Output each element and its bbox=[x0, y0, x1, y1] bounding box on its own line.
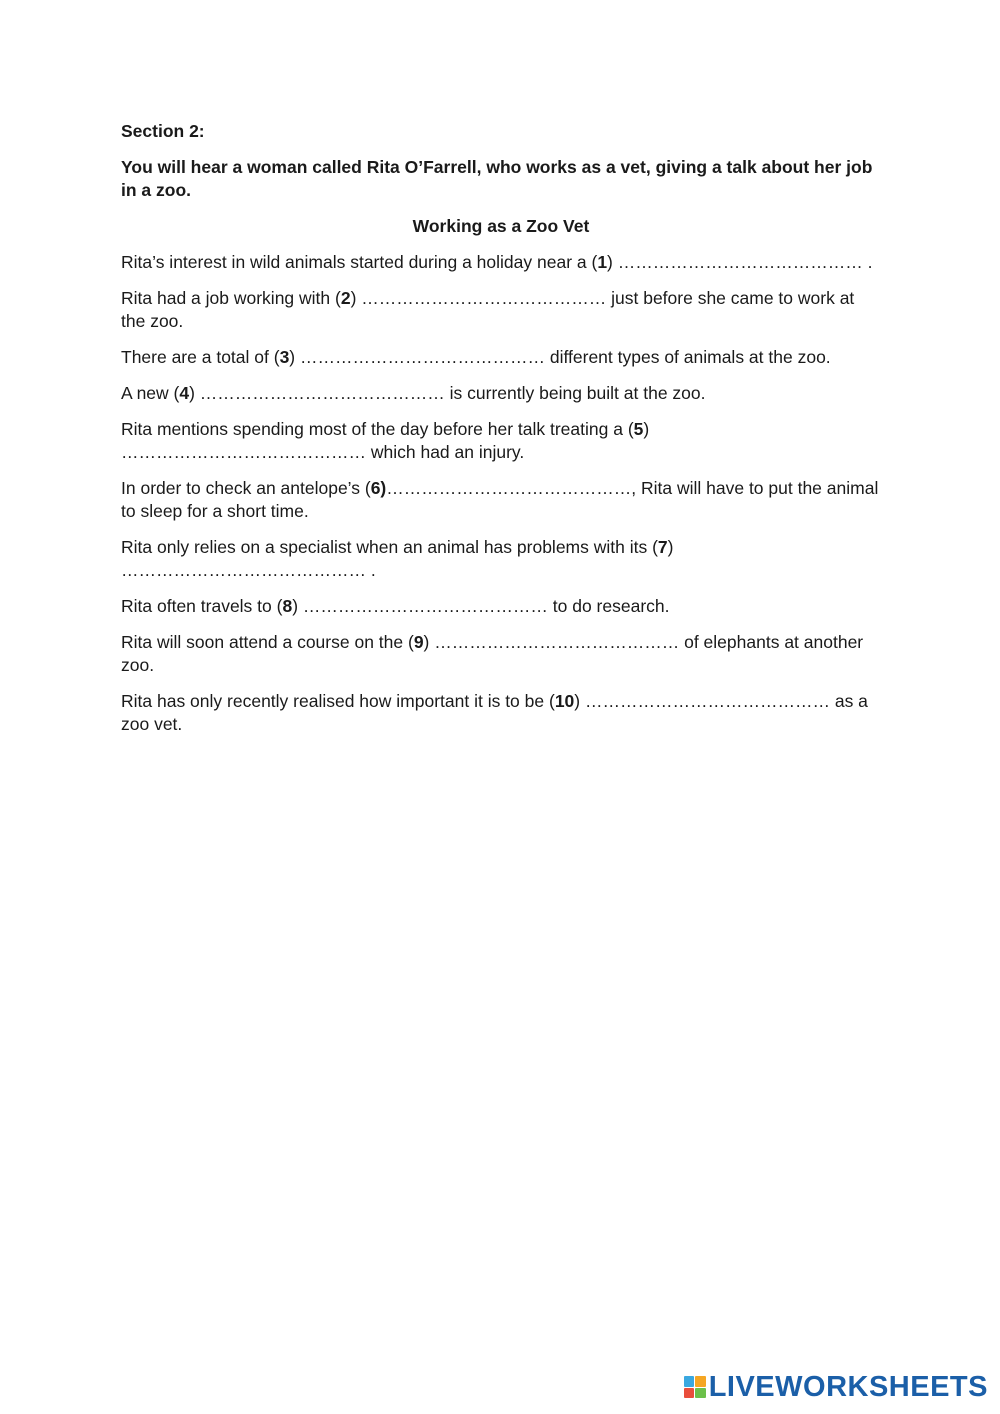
liveworksheets-logo bbox=[684, 1370, 988, 1404]
question-10 bbox=[121, 690, 881, 736]
question-3 bbox=[121, 346, 881, 369]
question-text: Rita often travels to ( bbox=[121, 596, 283, 616]
logo-square-3 bbox=[684, 1388, 695, 1399]
question-7 bbox=[121, 536, 881, 582]
answer-blank[interactable]: ) …………………………………… . bbox=[607, 252, 873, 272]
question-1 bbox=[121, 251, 881, 274]
question-number: 1 bbox=[597, 252, 608, 272]
logo-square-2 bbox=[695, 1376, 706, 1387]
answer-blank[interactable]: ) …………………………………… which had an injury. bbox=[121, 419, 650, 462]
question-text: There are a total of ( bbox=[121, 347, 280, 367]
logo-square-1 bbox=[684, 1376, 695, 1387]
section-label: Section 2: bbox=[121, 121, 205, 141]
worksheet-content bbox=[121, 120, 881, 749]
answer-blank[interactable]: ) …………………………………… is currently being built at the zoo. bbox=[189, 383, 706, 403]
question-text: Rita mentions spending most of the day before her talk treating a ( bbox=[121, 419, 634, 439]
answer-blank[interactable]: ) …………………………………… different types of animals at the zoo. bbox=[289, 347, 831, 367]
question-text: Rita only relies on a specialist when an animal has problems with its ( bbox=[121, 537, 658, 557]
question-number: 3 bbox=[279, 347, 290, 367]
question-number: 4 bbox=[179, 383, 190, 403]
question-number: 2 bbox=[340, 288, 351, 308]
answer-blank[interactable]: ) …………………………………… just before she came to work at the zoo. bbox=[121, 288, 855, 331]
question-2 bbox=[121, 287, 881, 333]
question-number: 6) bbox=[370, 478, 387, 498]
question-number: 10 bbox=[554, 691, 575, 711]
answer-blank[interactable]: ) …………………………………… . bbox=[121, 537, 674, 580]
question-text: Rita’s interest in wild animals started during a holiday near a ( bbox=[121, 252, 598, 272]
answer-blank[interactable]: ) …………………………………… to do research. bbox=[292, 596, 670, 616]
question-9 bbox=[121, 631, 881, 677]
logo-square-4 bbox=[695, 1388, 706, 1399]
question-text: Rita had a job working with ( bbox=[121, 288, 341, 308]
question-text: A new ( bbox=[121, 383, 180, 403]
question-text: In order to check an antelope’s ( bbox=[121, 478, 371, 498]
question-number: 5 bbox=[633, 419, 644, 439]
worksheet-title: Working as a Zoo Vet bbox=[412, 216, 590, 236]
question-text: Rita has only recently realised how important it is to be ( bbox=[121, 691, 555, 711]
question-8 bbox=[121, 595, 881, 618]
question-number: 9 bbox=[413, 632, 424, 652]
question-number: 7 bbox=[657, 537, 668, 557]
intro-text: You will hear a woman called Rita O’Farrell, who works as a vet, giving a talk about her job in a zoo. bbox=[121, 157, 873, 200]
question-text: Rita will soon attend a course on the ( bbox=[121, 632, 414, 652]
liveworksheets-logo-icon bbox=[684, 1376, 706, 1398]
answer-blank[interactable]: ……………………………………, Rita will have to put the animal to sleep for a short time. bbox=[121, 478, 879, 521]
answer-blank[interactable]: ) …………………………………… of elephants at another zoo. bbox=[121, 632, 864, 675]
question-number: 8 bbox=[282, 596, 293, 616]
question-4 bbox=[121, 382, 881, 405]
logo-text: LIVEWORKSHEETS bbox=[708, 1370, 988, 1403]
answer-blank[interactable]: ) …………………………………… as a zoo vet. bbox=[121, 691, 868, 734]
question-5 bbox=[121, 418, 881, 464]
question-6 bbox=[121, 477, 881, 523]
